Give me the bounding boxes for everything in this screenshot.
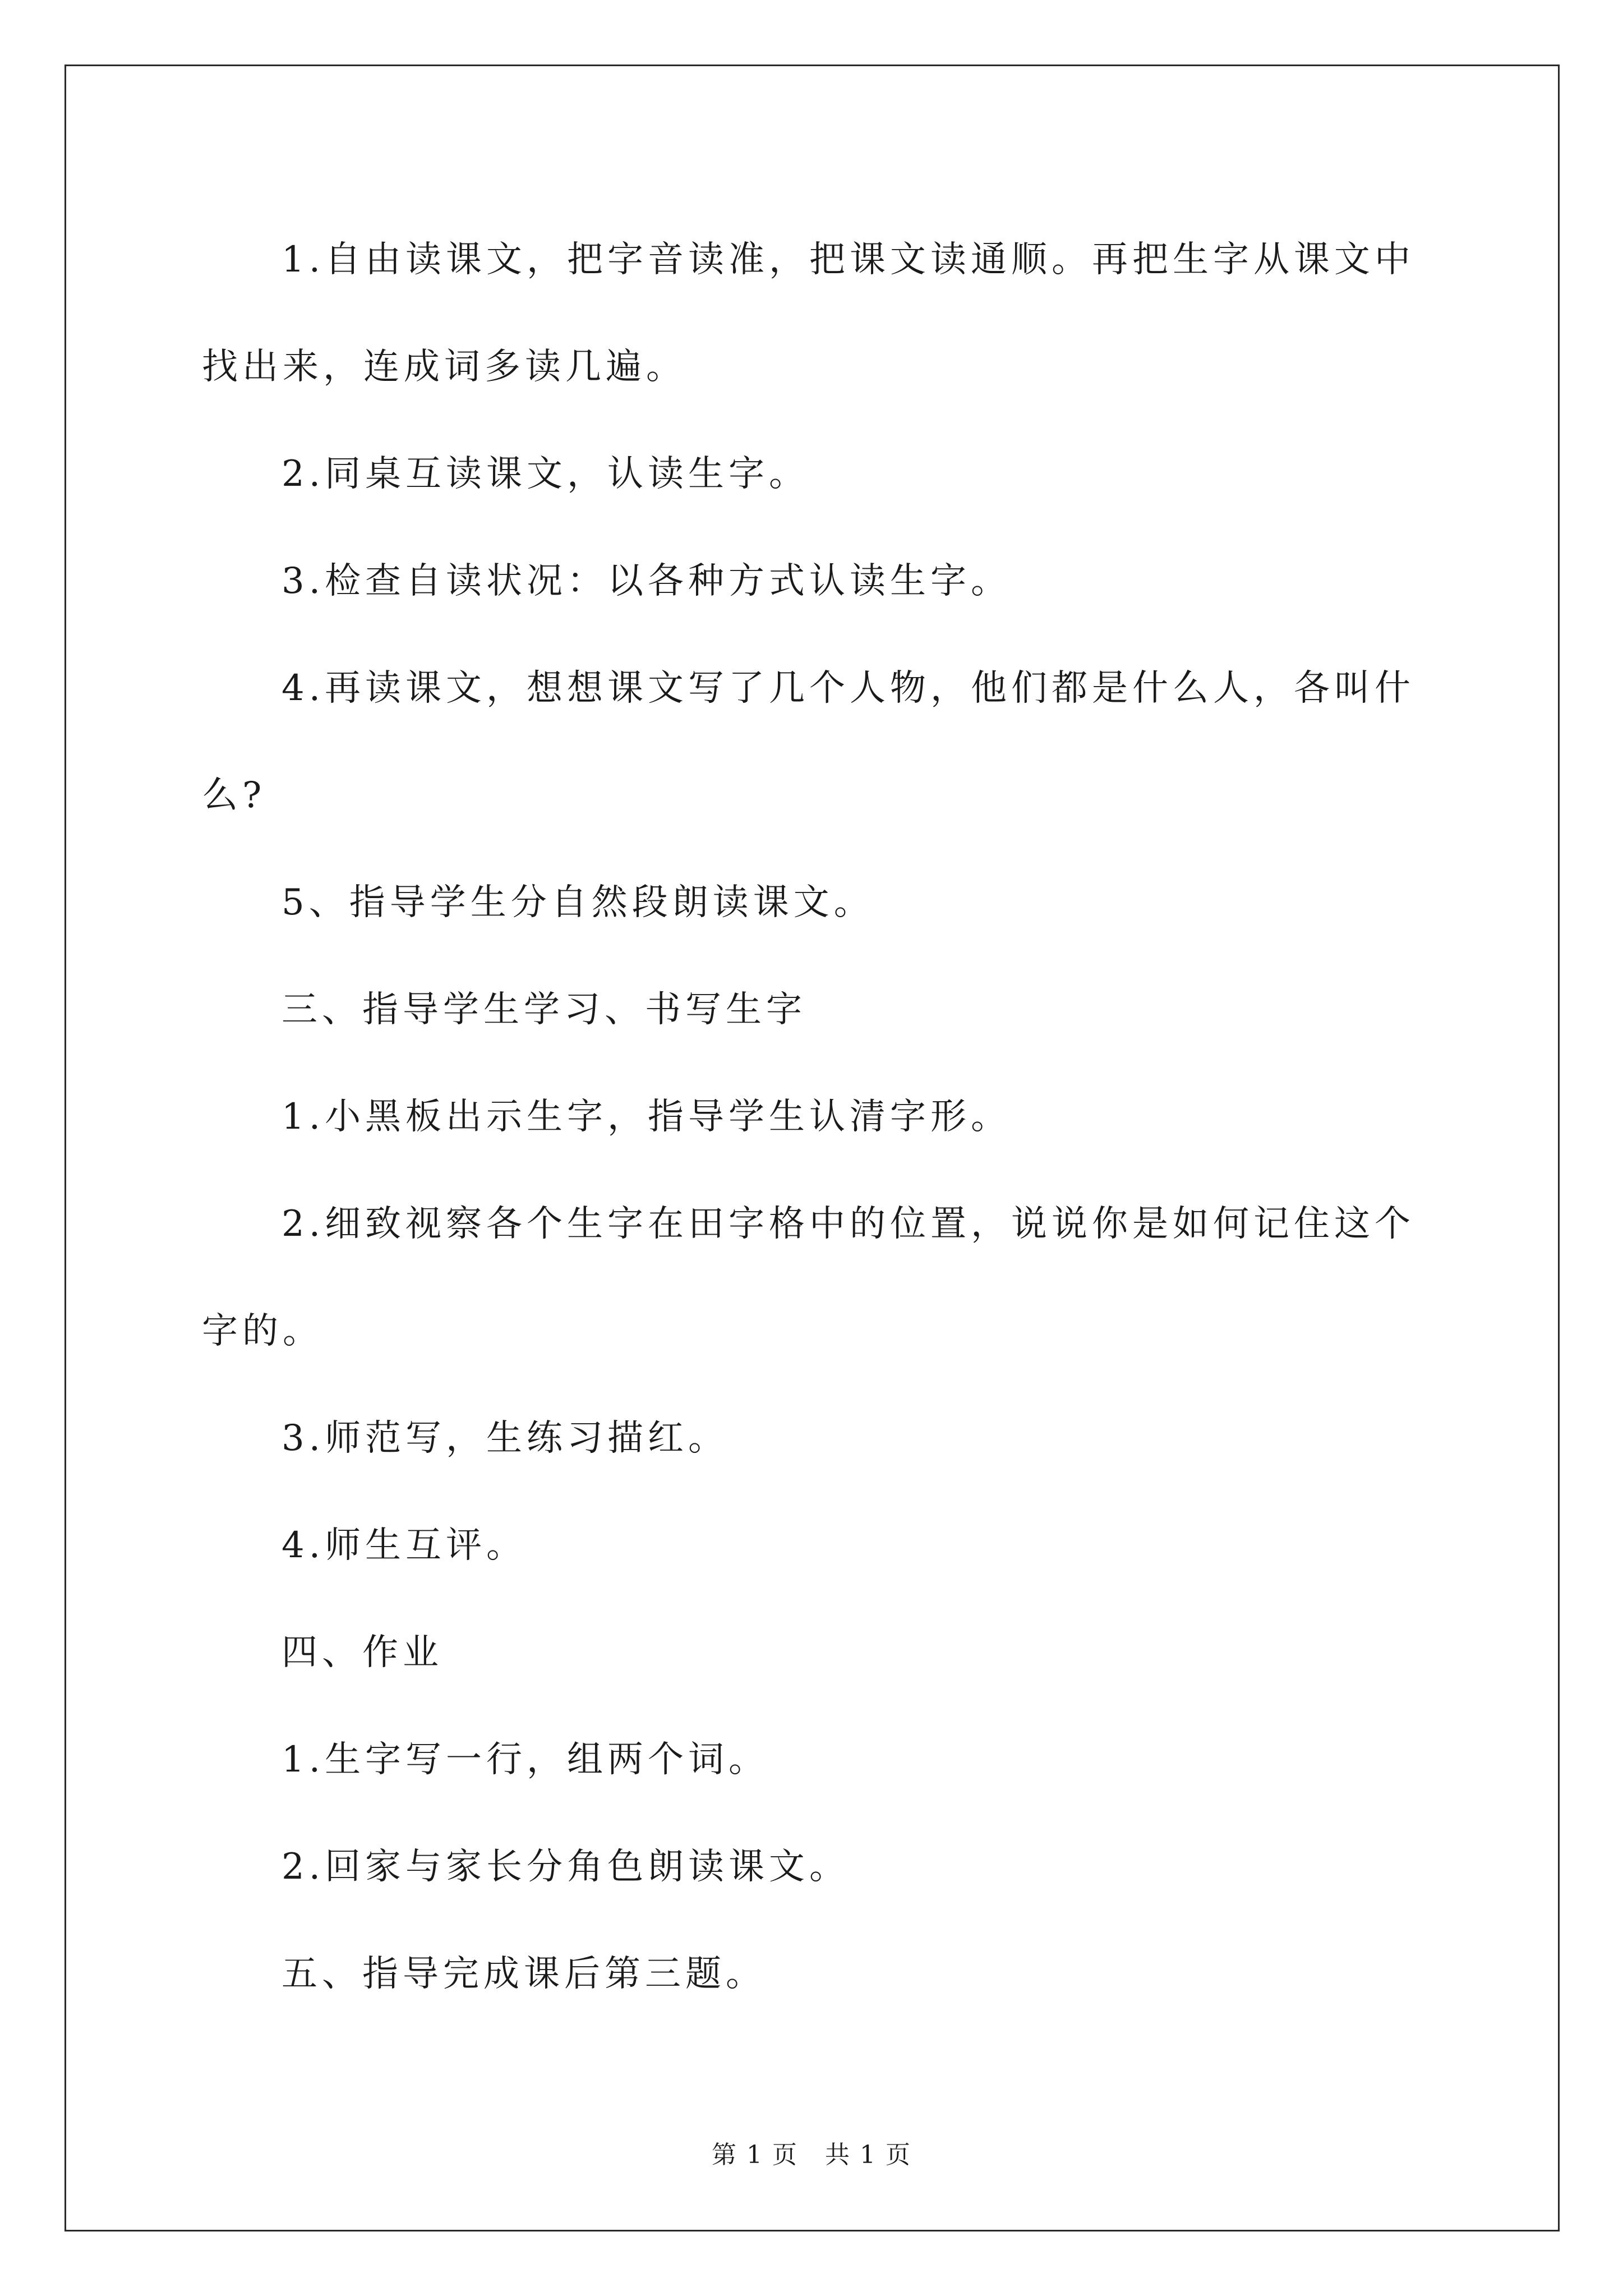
paragraph: 3.检查自读状况：以各种方式认读生字。 [282,560,1012,602]
paragraph: 3.师范写，生练习描红。 [282,1418,729,1459]
document-body [202,206,1436,2028]
paragraph: 1.小黑板出示生字，指导学生认清字形。 [282,1096,1012,1138]
section-heading: 三、指导学生学习、书写生字 [282,989,806,1030]
paragraph: 4.师生互评。 [282,1525,527,1566]
paragraph: 2.同桌互读课文，认读生字。 [282,453,810,495]
paragraph: 2.细致视察各个生字在田字格中的位置，说说你是如何记住这个字的。 [202,1203,1415,1352]
paragraph: 2.回家与家长分角色朗读课文。 [282,1846,850,1888]
section-heading: 四、作业 [282,1632,443,1673]
paragraph: 1.生字写一行，组两个词。 [282,1739,769,1780]
page-number-total: 共 1 页 [824,2141,911,2169]
paragraph: 5、指导学生分自然段朗读课文。 [282,882,874,923]
page-footer [0,2134,1623,2170]
paragraph: 1.自由读课文，把字音读准，把课文读通顺。再把生字从课文中找出来，连成词多读几遍。 [202,239,1415,388]
paragraph: 4.再读课文，想想课文写了几个人物，他们都是什么人，各叫什么? [202,668,1415,816]
page-number-current: 第 1 页 [712,2141,799,2169]
section-heading: 五、指导完成课后第三题。 [282,1953,766,1995]
